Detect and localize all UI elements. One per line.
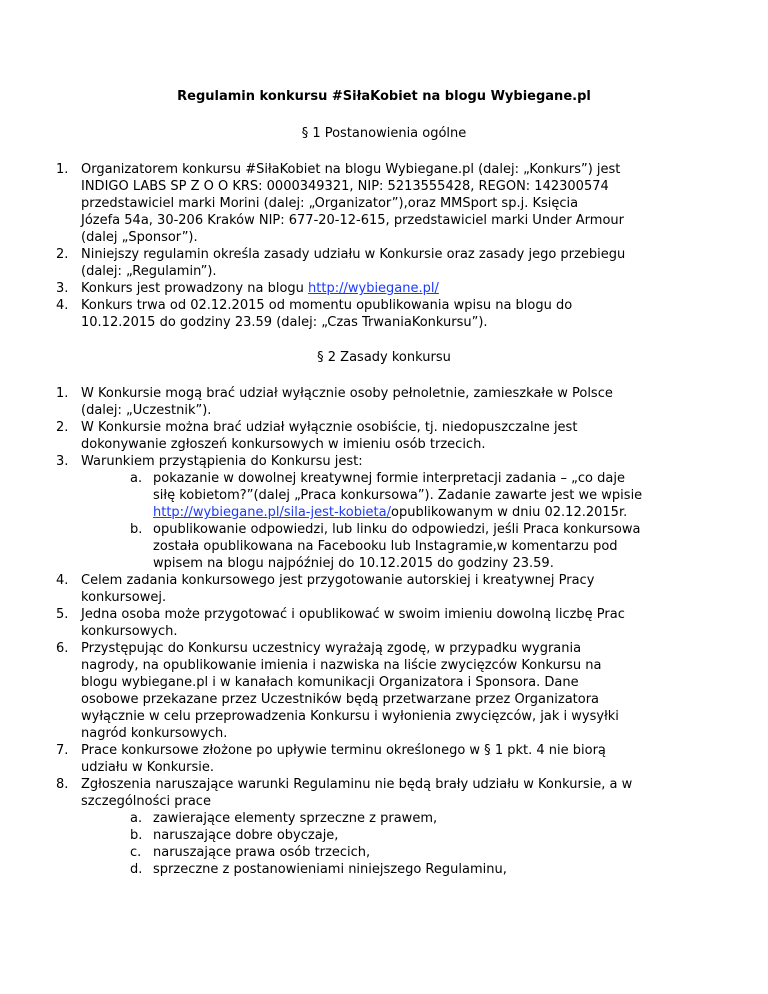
sub-item-text: pokazanie w dowolnej kreatywnej formie interpretacji zadania – „co daje siłę kobietom?”(dalej „Praca konkursowa”). Zadanie zawarte jest we wpisie http://wybiegane.pl/sila-jest-kobieta/opublikowanym w dniu 02.12.2015r. [153,471,643,520]
item-number: 1. [56,162,69,177]
item-text: Organizatorem konkursu #SiłaKobiet na blogu Wybiegane.pl (dalej: „Konkurs”) jest INDIGO LABS SP Z O O KRS: 0000349321, NIP: 5213555428, REGON: 142300574 przedstawiciel marki Morini (dalej: „Organizator”),oraz MMSport sp.j. Księcia Józefa 54a, 30-206 Kraków NIP: 677-20-12-615, przedstawiciel marki Under Armour (dalej „Sponsor”). [81,162,625,245]
item-text: Niniejszy regulamin określa zasady udziału w Konkursie oraz zasady jego przebiegu (dalej: „Regulamin”). [81,247,626,279]
sub-item-text: naruszające prawa osób trzecich, [153,845,371,860]
sub-item-text: opublikowanie odpowiedzi, lub linku do odpowiedzi, jeśli Praca konkursowa została opublikowana na Facebooku lub Instagramie,w komentarzu pod wpisem na blogu najpóźniej do 10.12.2015 do godziny 23.59. [153,522,641,571]
item-number: 1. [56,386,69,401]
item-text: Konkurs jest prowadzony na blogu http://wybiegane.pl/ [81,281,439,296]
sub-item-letter: b. [130,522,143,537]
contest-post-link[interactable]: http://wybiegane.pl/sila-jest-kobieta/ [153,505,391,520]
section-1-heading: § 1 Postanowienia ogólne [301,126,467,141]
item-text: Prace konkursowe złożone po upływie terminu określonego w § 1 pkt. 4 nie biorą udziału w Konkursie. [81,743,606,775]
item-text: Konkurs trwa od 02.12.2015 od momentu opublikowania wpisu na blogu do 10.12.2015 do godziny 23.59 (dalej: „Czas TrwaniaKonkursu”). [81,298,573,330]
blog-link[interactable]: http://wybiegane.pl/ [308,281,439,296]
sub-item-letter: b. [130,828,143,843]
item-number: 3. [56,281,69,296]
item-number: 4. [56,298,69,313]
sub-item-text: sprzeczne z postanowieniami niniejszego Regulaminu, [153,862,507,877]
item-number: 6. [56,641,69,656]
item-text: Warunkiem przystąpienia do Konkursu jest: [81,454,363,469]
item-text: W Konkursie można brać udział wyłącznie osobiście, tj. niedopuszczalne jest dokonywanie zgłoszeń konkursowych w imieniu osób trzecich. [81,420,578,452]
sub-item-text: zawierające elementy sprzeczne z prawem, [153,811,438,826]
item-number: 3. [56,454,69,469]
item-text: Celem zadania konkursowego jest przygotowanie autorskiej i kreatywnej Pracy konkursowej. [81,573,595,605]
item-number: 2. [56,247,69,262]
item-number: 4. [56,573,69,588]
item-number: 7. [56,743,69,758]
sub-item-letter: a. [130,471,143,486]
sub-item-letter: d. [130,862,143,877]
sub-item-text: naruszające dobre obyczaje, [153,828,339,843]
item-text: Jedna osoba może przygotować i opublikować w swoim imieniu dowolną liczbę Prac konkursowych. [81,607,625,639]
sub-item-letter: a. [130,811,143,826]
item-number: 8. [56,777,69,792]
sub-item-letter: c. [130,845,142,860]
item-text: Zgłoszenia naruszające warunki Regulaminu nie będą brały udziału w Konkursie, a w szczególności prace [81,777,633,809]
item-number: 5. [56,607,69,622]
item-text: Przystępując do Konkursu uczestnicy wyrażają zgodę, w przypadku wygrania nagrody, na opublikowanie imienia i nazwiska na liście zwycięzców Konkursu na blogu wybiegane.pl i w kanałach komunikacji Organizatora i Sponsora. Dane osobowe przekazane przez Uczestników będą przetwarzane przez Organizatora wyłącznie w celu przeprowadzenia Konkursu i wyłonienia zwycięzców, jak i wysyłki nagród konkursowych. [81,641,619,741]
section-2-heading: § 2 Zasady konkursu [317,350,451,365]
item-number: 2. [56,420,69,435]
document-title: Regulamin konkursu #SiłaKobiet na blogu Wybiegane.pl [177,89,591,104]
item-text: W Konkursie mogą brać udział wyłącznie osoby pełnoletnie, zamieszkałe w Polsce (dalej: „Uczestnik”). [81,386,613,418]
